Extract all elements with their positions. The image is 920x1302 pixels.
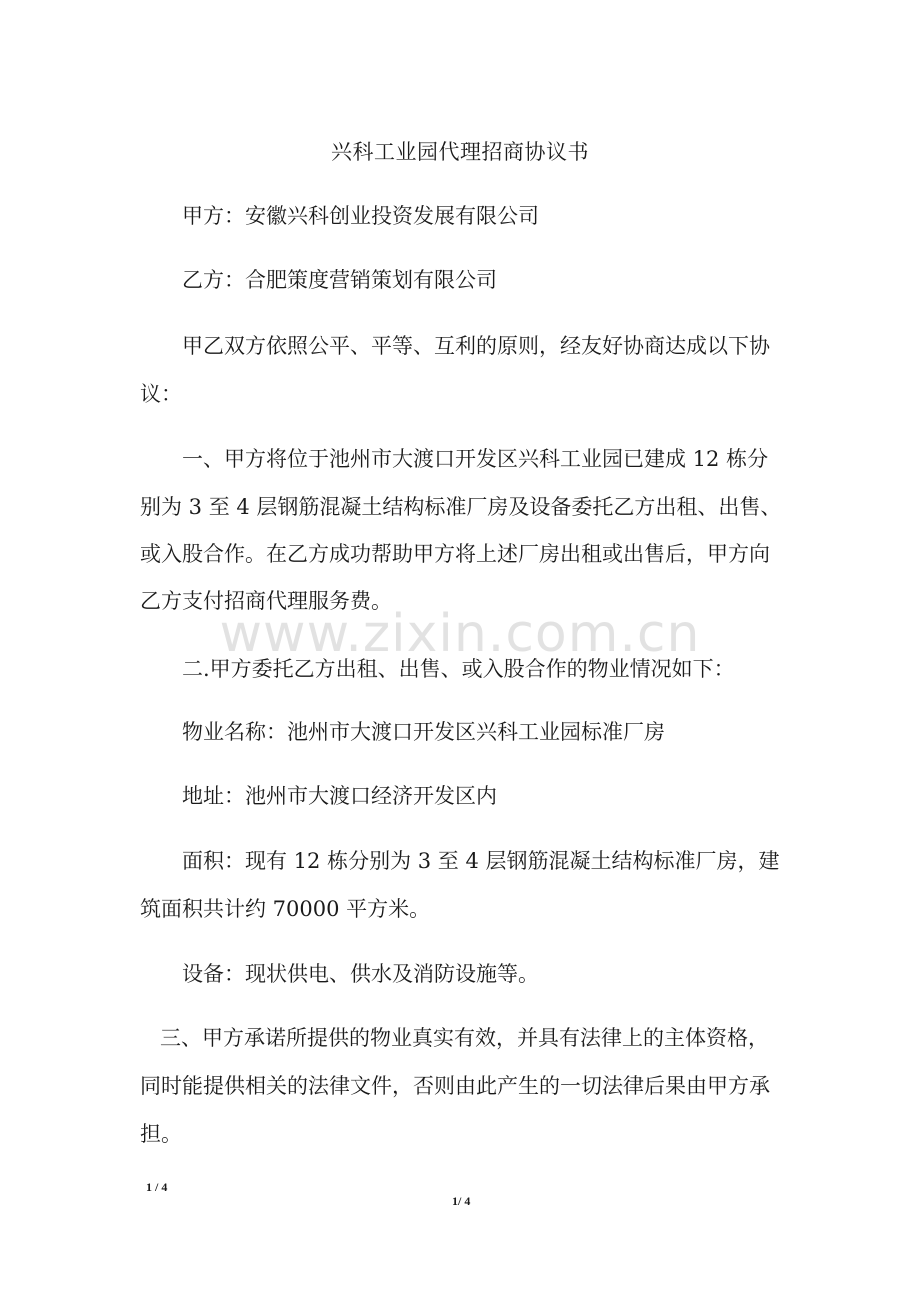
intro-line-1: 甲乙双方依照公平、平等、互利的原则，经友好协商达成以下协: [182, 334, 770, 358]
page-number-center: 1/ 4: [452, 1194, 471, 1208]
clause1-line-2: 别为 3 至 4 层钢筋混凝土结构标准厂房及设备委托乙方出租、出售、: [140, 495, 782, 519]
equipment: 设备：现状供电、供水及消防设施等。: [182, 962, 539, 986]
area-line-2: 筑面积共计约 70000 平方米。: [140, 897, 431, 921]
area-line-1: 面积：现有 12 栋分别为 3 至 4 层钢筋混凝土结构标准厂房，建: [182, 849, 780, 873]
clause3-line-1: 三、甲方承诺所提供的物业真实有效，并具有法律上的主体资格，: [160, 1026, 769, 1050]
clause1-line-3: 或入股合作。在乙方成功帮助甲方将上述厂房出租或出售后，甲方向: [140, 542, 770, 566]
property-name: 物业名称：池州市大渡口开发区兴科工业园标准厂房: [182, 720, 665, 744]
page-number-left: 1 / 4: [146, 1180, 168, 1194]
party-b: 乙方：合肥策度营销策划有限公司: [182, 268, 497, 292]
intro-line-2: 议：: [140, 382, 182, 406]
watermark: www.zixin.com.cn: [219, 604, 701, 664]
clause3-line-3: 担。: [140, 1122, 182, 1146]
document-title: 兴科工业园代理招商协议书: [331, 140, 589, 164]
clause3-line-2: 同时能提供相关的法律文件，否则由此产生的一切法律后果由甲方承: [140, 1074, 770, 1098]
clause1-line-4: 乙方支付招商代理服务费。: [140, 589, 392, 613]
address: 地址：池州市大渡口经济开发区内: [182, 784, 497, 808]
party-a: 甲方：安徽兴科创业投资发展有限公司: [182, 204, 539, 228]
clause1-line-1: 一、甲方将位于池州市大渡口开发区兴科工业园已建成 12 栋分: [182, 447, 769, 471]
clause2: 二.甲方委托乙方出租、出售、或入股合作的物业情况如下：: [182, 657, 735, 681]
